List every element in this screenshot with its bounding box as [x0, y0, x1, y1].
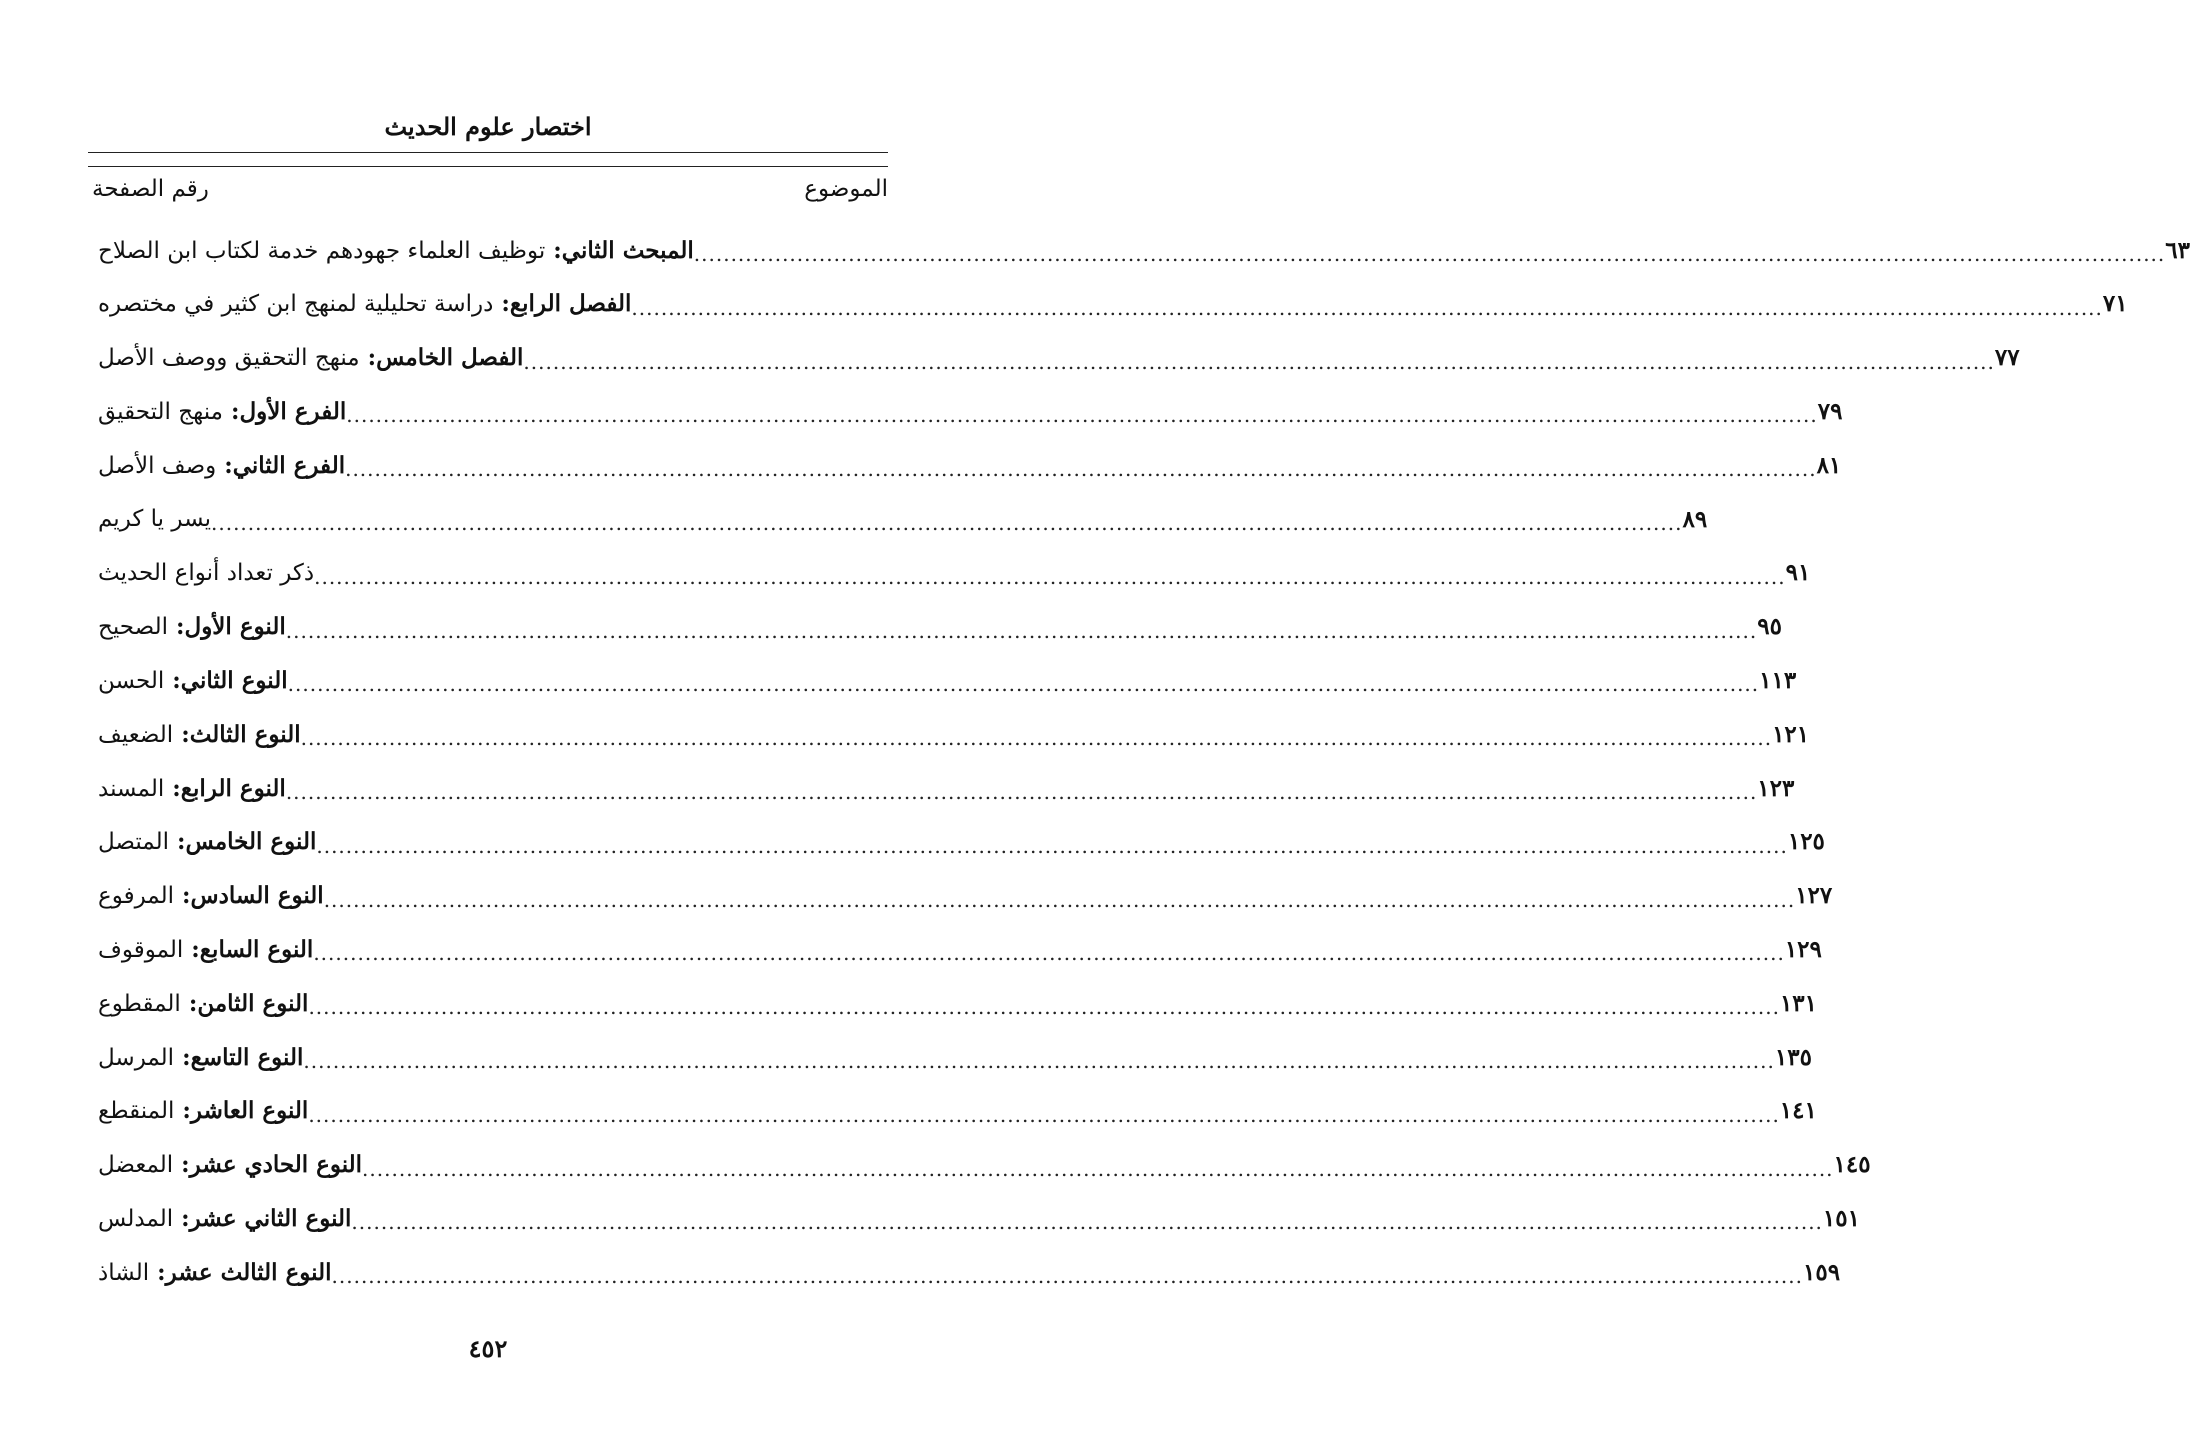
toc-entry-text	[88, 452, 345, 479]
toc-entry-title: توظيف العلماء جهودهم خدمة لكتاب ابن الصلاح	[98, 237, 546, 264]
header-rule-bottom	[88, 166, 888, 167]
toc-entry-label: النوع الثالث عشر	[165, 1258, 332, 1286]
dot-leader: ........................................................................................................................................................................................................	[303, 1049, 1775, 1073]
toc-entry-separator: :	[173, 720, 190, 748]
dot-leader: ........................................................................................................................................................................................................	[314, 564, 1786, 589]
toc-entry-label: النوع السادس	[190, 882, 324, 910]
dot-leader: ........................................................................................................................................................................................................	[211, 511, 1683, 535]
toc-entry-label: الفصل الرابع	[509, 290, 632, 318]
table-of-contents	[88, 230, 2190, 1310]
dot-leader: ........................................................................................................................................................................................................	[351, 1210, 1823, 1235]
toc-entry-separator: :	[167, 613, 185, 641]
toc-entry-page-number: ١٣١	[1779, 989, 1817, 1017]
header-rule-top	[88, 152, 888, 153]
toc-entry-page-number: ١١٣	[1759, 666, 1797, 694]
dot-leader: ........................................................................................................................................................................................................	[285, 618, 1758, 643]
toc-entry-title: المقطوع	[98, 990, 181, 1017]
toc-entry-page-number: ٨١	[1816, 451, 1842, 479]
dot-leader: ........................................................................................................................................................................................................	[300, 726, 1773, 751]
toc-entry-text	[88, 1259, 332, 1286]
toc-entry-separator: :	[493, 290, 510, 318]
toc-entry-page-number: ١٣٥	[1774, 1043, 1812, 1071]
dot-leader: ........................................................................................................................................................................................................	[316, 833, 1788, 858]
toc-entry-separator: :	[545, 236, 562, 264]
toc-entry-label: النوع الأول	[184, 613, 286, 641]
toc-entry-separator: :	[173, 1204, 190, 1232]
toc-entry-page-number: ١٤٥	[1833, 1151, 1871, 1179]
toc-entry-title: وصف الأصل	[98, 452, 217, 479]
toc-entry	[88, 391, 1843, 431]
toc-entry	[88, 1198, 1860, 1238]
toc-entry-text	[88, 1151, 362, 1178]
toc-entry-page-number: ٧٧	[1994, 344, 2020, 372]
running-title: اختصار علوم الحديث	[384, 112, 592, 141]
toc-entry-text	[88, 344, 523, 371]
dot-leader: ........................................................................................................................................................................................................	[693, 242, 2166, 266]
toc-entry-text	[88, 613, 286, 640]
toc-entry	[88, 929, 1822, 969]
toc-entry-page-number: ٩١	[1785, 559, 1811, 587]
toc-entry-title: الضعيف	[98, 721, 174, 748]
toc-entry-separator: :	[174, 882, 191, 910]
dot-leader: ........................................................................................................................................................................................................	[331, 1264, 1803, 1289]
toc-entry-label: النوع الثالث	[189, 720, 301, 748]
toc-entry-title: ذكر تعداد أنواع الحديث	[98, 559, 315, 586]
toc-entry-page-number: ٨٩	[1682, 505, 1708, 533]
toc-entry-title: الشاذ	[98, 1259, 150, 1286]
toc-entry-text	[88, 560, 314, 586]
dot-leader: ........................................................................................................................................................................................................	[308, 995, 1780, 1020]
dot-leader: ........................................................................................................................................................................................................	[285, 780, 1758, 804]
toc-entry-title: المرسل	[98, 1044, 175, 1071]
toc-entry-separator: :	[149, 1258, 166, 1286]
toc-entry	[88, 822, 1825, 862]
toc-entry-page-number: ٧٩	[1817, 397, 1843, 425]
dot-leader: ........................................................................................................................................................................................................	[313, 941, 1785, 966]
toc-entry-title: المسند	[98, 775, 165, 802]
toc-entry-label: الفرع الأول	[239, 397, 347, 425]
toc-entry-title: المرفوع	[98, 883, 174, 910]
toc-entry-page-number: ١٢٩	[1784, 935, 1822, 963]
toc-entry-text	[88, 882, 324, 909]
toc-entry	[88, 876, 1833, 916]
toc-entry-title: المنقطع	[98, 1098, 175, 1125]
toc-entry-label: النوع الخامس	[185, 828, 317, 856]
toc-entry-page-number: ٧١	[2102, 290, 2128, 318]
toc-entry	[88, 499, 1708, 539]
toc-entry-label: النوع الرابع	[180, 774, 286, 802]
toc-entry-label: النوع الثاني عشر	[189, 1204, 352, 1232]
toc-entry-title: المدلس	[98, 1205, 174, 1232]
toc-entry-title: الموقوف	[98, 936, 184, 963]
toc-entry-label: النوع الثاني	[180, 666, 288, 694]
toc-entry	[88, 553, 1811, 593]
toc-entry	[88, 714, 1810, 754]
dot-leader: ........................................................................................................................................................................................................	[362, 1156, 1834, 1181]
toc-entry-separator: :	[183, 935, 200, 963]
toc-entry-page-number: ١٢٥	[1787, 828, 1825, 856]
toc-entry-text	[88, 828, 316, 855]
toc-entry-page-number: ١٥٩	[1803, 1258, 1841, 1286]
dot-leader: ........................................................................................................................................................................................................	[346, 403, 1818, 428]
toc-entry-text	[88, 775, 286, 802]
toc-entry	[88, 1037, 1812, 1077]
toc-entry-separator: :	[359, 344, 377, 372]
toc-entry-title: الحسن	[98, 667, 165, 694]
toc-entry	[88, 284, 2128, 324]
dot-leader: ........................................................................................................................................................................................................	[631, 295, 2103, 320]
toc-entry-page-number: ١٥١	[1822, 1204, 1860, 1232]
toc-entry	[88, 1252, 1841, 1292]
toc-entry-text	[88, 990, 308, 1017]
toc-entry	[88, 338, 2020, 378]
toc-entry-separator: :	[164, 666, 181, 694]
toc-entry-page-number: ١٤١	[1779, 1097, 1817, 1125]
toc-entry-text	[88, 1205, 351, 1232]
toc-entry-separator: :	[216, 451, 233, 479]
toc-entry-title: منهج التحقيق ووصف الأصل	[98, 345, 360, 372]
dot-leader: ........................................................................................................................................................................................................	[345, 457, 1817, 482]
toc-entry	[88, 1091, 1817, 1131]
toc-entry-title: المتصل	[98, 829, 169, 856]
toc-entry	[88, 445, 1842, 485]
toc-entry	[88, 660, 1797, 700]
dot-leader: ........................................................................................................................................................................................................	[323, 887, 1796, 912]
toc-entry-separator: :	[174, 1043, 191, 1071]
toc-entry-page-number: ١٢١	[1772, 720, 1810, 748]
toc-entry	[88, 983, 1817, 1023]
toc-entry-page-number: ١٢٣	[1757, 774, 1795, 802]
toc-entry-separator: :	[173, 1151, 190, 1179]
toc-entry-separator: :	[169, 828, 186, 856]
toc-entry-text	[88, 398, 346, 425]
toc-entry-label: النوع الثامن	[197, 989, 309, 1017]
toc-entry-title: منهج التحقيق	[98, 398, 223, 425]
toc-entry	[88, 230, 2190, 270]
toc-entry-text	[88, 506, 211, 532]
toc-entry-separator: :	[164, 774, 181, 802]
toc-entry-title: المعضل	[98, 1152, 174, 1179]
toc-entry-title: دراسة تحليلية لمنهج ابن كثير في مختصره	[98, 291, 494, 318]
toc-entry-label: الفصل الخامس	[376, 344, 524, 372]
toc-entry-label: النوع السابع	[199, 935, 314, 963]
dot-leader: ........................................................................................................................................................................................................	[523, 349, 1995, 374]
column-header-topic: الموضوع	[804, 176, 888, 202]
toc-entry-text	[88, 667, 288, 694]
toc-entry-page-number: ٦٣	[2165, 236, 2190, 264]
page-number: ٤٥٢	[468, 1334, 508, 1363]
toc-entry-title: يسر يا كريم	[98, 506, 211, 532]
toc-entry-text	[88, 1044, 303, 1071]
toc-entry-label: النوع العاشر	[190, 1097, 309, 1125]
toc-entry-text	[88, 290, 631, 317]
toc-entry-text	[88, 721, 301, 748]
column-header-page: رقم الصفحة	[92, 176, 209, 202]
toc-entry-separator: :	[174, 1097, 191, 1125]
toc-entry-label: المبحث الثاني	[561, 236, 694, 264]
toc-entry-separator: :	[180, 989, 198, 1017]
toc-entry-label: النوع الحادي عشر	[189, 1151, 363, 1179]
dot-leader: ........................................................................................................................................................................................................	[287, 672, 1760, 697]
toc-entry-text	[88, 1097, 308, 1124]
toc-entry-text	[88, 237, 694, 264]
toc-entry-separator: :	[222, 397, 240, 425]
toc-entry-title: الصحيح	[98, 614, 168, 641]
toc-entry	[88, 1145, 1871, 1185]
dot-leader: ........................................................................................................................................................................................................	[308, 1102, 1780, 1127]
toc-entry-label: النوع التاسع	[190, 1043, 304, 1071]
toc-entry-page-number: ١٢٧	[1795, 882, 1833, 910]
toc-entry-page-number: ٩٥	[1757, 613, 1782, 641]
toc-entry	[88, 768, 1795, 808]
toc-entry-text	[88, 936, 313, 963]
toc-entry	[88, 607, 1782, 647]
toc-entry-label: الفرع الثاني	[232, 451, 346, 479]
